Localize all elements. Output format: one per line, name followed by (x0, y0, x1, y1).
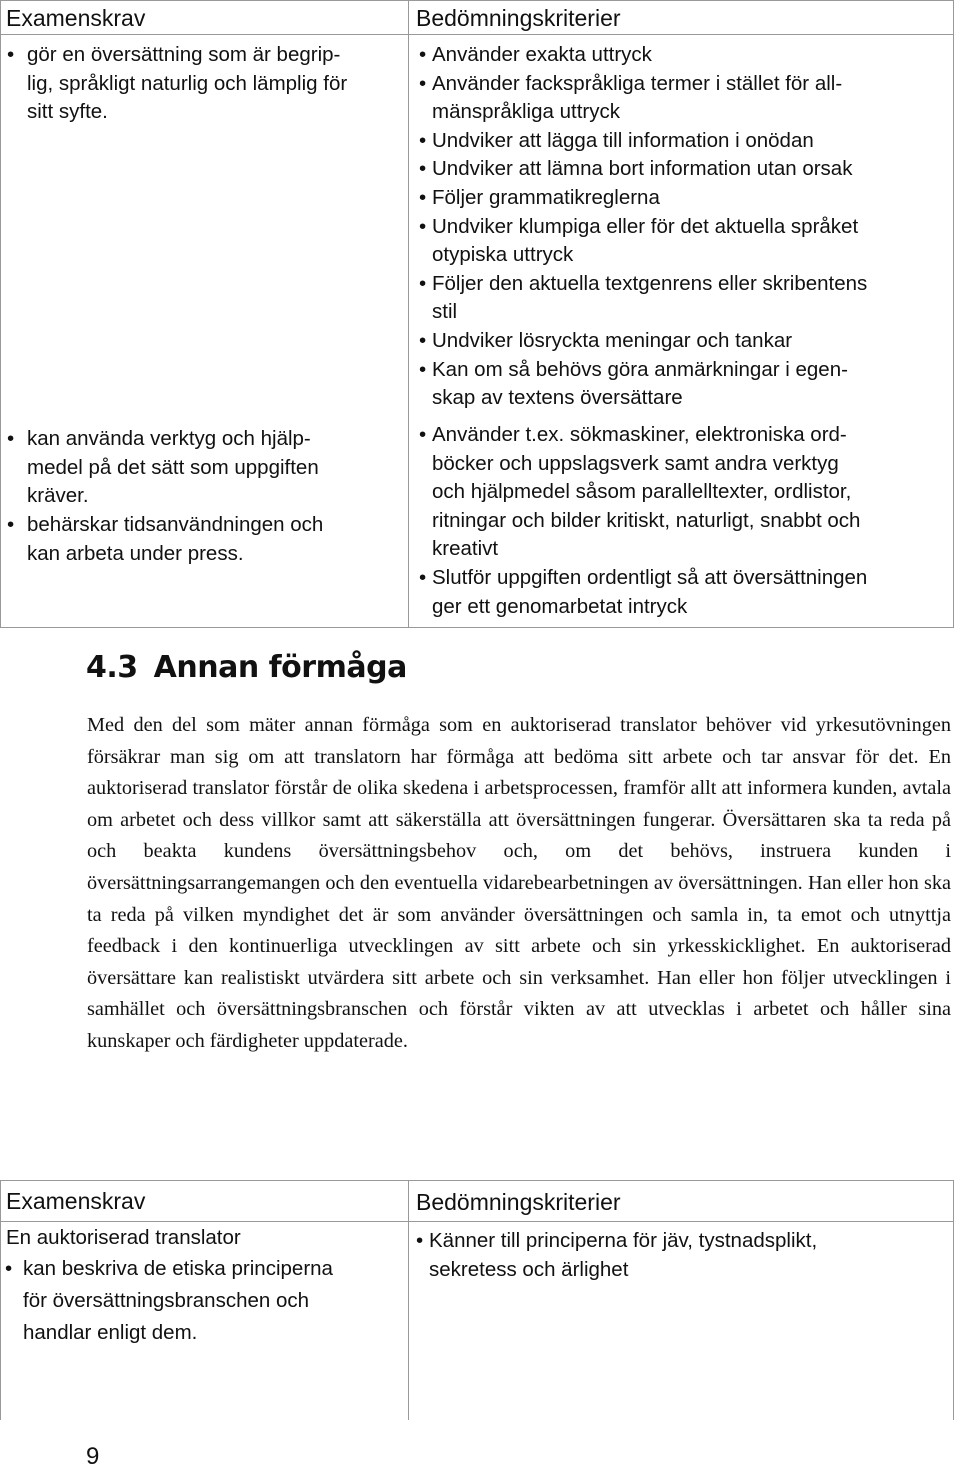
bullet-icon: • (419, 357, 427, 381)
table-border-top (0, 0, 954, 1)
bullet-icon: • (419, 329, 427, 352)
bullet-icon: • (419, 271, 427, 295)
bullet-icon: • (419, 43, 427, 66)
table-border-bottom (0, 627, 954, 628)
criterion-item: • Använder exakta uttryck (409, 41, 960, 70)
section-number: 4.3 (86, 650, 138, 685)
criterion-item: • Kan om så behövs göra anmärkningar i egen- skap av textens översättare (419, 357, 848, 410)
bullet-icon: • (419, 128, 427, 152)
bullet-icon: • (419, 186, 427, 209)
bullet-icon: • (419, 566, 427, 589)
page-number: 9 (86, 1443, 100, 1470)
column-header-examenskrav: Examenskrav (6, 5, 146, 31)
criterion-item: • Undviker att lämna bort information utan orsak (409, 155, 960, 184)
requirement-intro: En auktoriserad translator (6, 1226, 241, 1249)
column-header-examenskrav: Examenskrav (6, 1188, 146, 1214)
bullet-icon: • (419, 71, 427, 95)
requirement-item: • gör en översättning som är begrip- lig, språkligt naturlig och lämplig för sitt syfte. (7, 43, 348, 124)
column-header-bedomningskriterier: Bedömningskriterier (416, 5, 621, 31)
criterion-item: • Följer den aktuella textgenrens eller skribentens stil (419, 271, 868, 324)
bullet-icon: • (7, 513, 15, 536)
criterion-item: • Slutför uppgiften ordentligt så att översättningen ger ett genomarbetat intryck (419, 566, 868, 618)
bullet-icon: • (5, 1257, 13, 1280)
criterion-item: • Undviker att lägga till information i onödan (409, 127, 960, 156)
table-header-divider (0, 34, 954, 35)
table-border-right (953, 1180, 954, 1420)
section-title: Annan förmåga (153, 650, 407, 685)
bullet-icon: • (416, 1229, 424, 1252)
requirement-item: • kan använda verktyg och hjälp- medel på det sätt som uppgiften kräver. (7, 427, 319, 508)
criterion-item: • Använder fackspråkliga termer i stället för all- mänspråkliga uttryck (419, 71, 843, 124)
column-header-bedomningskriterier: Bedömningskriterier (416, 1189, 621, 1215)
bullet-icon: • (419, 157, 427, 181)
bullet-icon: • (7, 427, 15, 450)
bullet-icon: • (419, 214, 427, 238)
criterion-item: • Använder t.ex. sökmaskiner, elektroniska ord- böcker och uppslagsverk samt andra verktyg och hjälpmedel såsom parallelltexter, ordlistor, ritningar och bilder kritiskt, naturligt, snabbt och kreativt (419, 423, 861, 561)
criterion-item: • Känner till principerna för jäv, tystnadsplikt, sekretess och ärlighet (416, 1229, 818, 1281)
section-heading (86, 650, 407, 685)
table-header-divider (0, 1221, 954, 1222)
criterion-item: • Följer grammatikreglerna (409, 184, 960, 213)
table-border-top (0, 1180, 954, 1181)
criterion-item: • Undviker lösryckta meningar och tankar (409, 327, 960, 356)
criterion-item: • Undviker klumpiga eller för det aktuella språket otypiska uttryck (419, 214, 859, 267)
requirement-item: • behärskar tidsanvändningen och kan arbeta under press. (7, 513, 324, 565)
bullet-icon: • (7, 43, 15, 66)
bullet-icon: • (419, 423, 427, 446)
requirement-item: • kan beskriva de etiska principerna för översättningsbranschen och handlar enligt dem. (0, 1253, 423, 1349)
body-paragraph: Med den del som mäter annan förmåga som en auktoriserad translator behöver vid yrkesutövningen försäkrar man sig om att translatorn har förmåga att bedöma sitt arbete och tar ansvar för det. En auktoriserad translator förstår de olika skedena i arbetsprocessen, framför allt att informera kunden, avtala om arbetet och dess villkor samt att säkerställa att översättningen fungerar. Översättaren ska ta reda på och beakta kundens översättningsbehov och, om det behövs, instruera kunden i översättningsarrangemangen och den eventuella vidarebearbetningen av översättningen. Han eller hon ska ta reda på vilken myndighet det är som använder översättningen och samla in, ta emot och utnyttja feedback i den kontinuerliga utvecklingen av sitt arbete och sin yrkesskicklighet. En auktoriserad översättare kan realistiskt utvärdera sitt arbete och sin verksamhet. Han eller hon följer utvecklingen i samhället och översättningsbranschen och förstår vikten av att utvecklas i arbetet och håller sina kunskaper och färdigheter uppdaterade. (87, 714, 951, 1052)
table-border-left (0, 0, 1, 628)
